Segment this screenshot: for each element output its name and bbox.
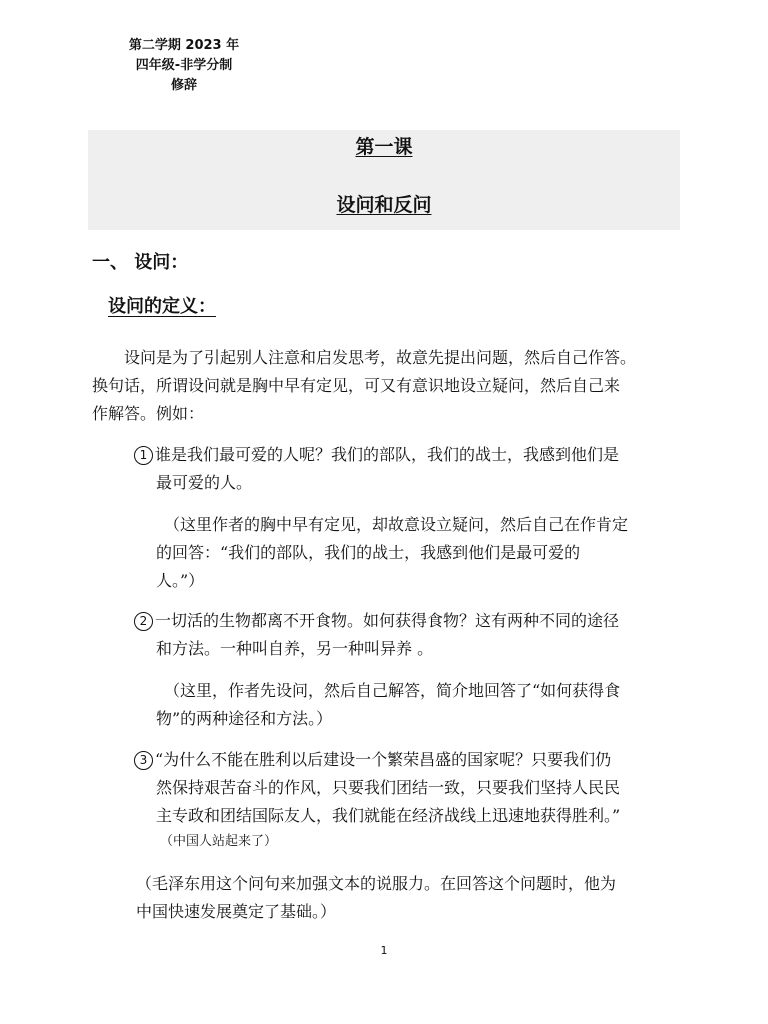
section-heading: 一、 设问： xyxy=(92,252,189,273)
lesson-subtitle: 设问和反问 xyxy=(336,194,432,216)
header-subject: 修辞 xyxy=(170,78,197,93)
example-3-line: 主专政和团结国际友人，我们就能在经济战线上迅速地获得胜利。” xyxy=(156,806,621,825)
page-number: 1 xyxy=(380,944,388,957)
example-1-note: 的回答：“我们的部队，我们的战士，我感到他们是最可爱的 xyxy=(156,543,581,562)
header-term: 第二学期 2023 年 xyxy=(128,38,240,53)
example-2-line: 和方法。一种叫自养，另一种叫异养 。 xyxy=(156,639,434,658)
example-3-line: 然保持艰苦奋斗的作风，只要我们团结一致，只要我们坚持人民民 xyxy=(156,778,621,797)
definition-line: 作解答。例如： xyxy=(92,404,205,423)
header-grade: 四年级-非学分制 xyxy=(135,58,233,73)
lesson-title: 第一课 xyxy=(355,136,413,158)
circled-number-3: 3 xyxy=(134,751,153,770)
example-3-line: 3 “为什么不能在胜利以后建设一个繁荣昌盛的国家呢？只要我们仍 xyxy=(134,746,611,774)
example-2-line: 2 一切活的生物都离不开食物。如何获得食物？这有两种不同的途径 xyxy=(134,607,619,635)
definition-heading: 设问的定义： xyxy=(108,296,216,317)
example-1-note: 人。”） xyxy=(156,571,205,590)
document-header xyxy=(110,36,258,96)
circled-number-1: 1 xyxy=(134,446,153,465)
example-2-note: （这里，作者先设问，然后自己解答，简介地回答了“如何获得食 xyxy=(164,681,621,700)
example-1-note: （这里作者的胸中早有定见，却故意设立疑问，然后自己在作肯定 xyxy=(164,515,629,534)
circled-number-2: 2 xyxy=(134,612,153,631)
definition-line: 设问是为了引起别人注意和启发思考，故意先提出问题，然后自己作答。 xyxy=(124,348,637,367)
example-1-line: 1 谁是我们最可爱的人呢？我们的部队，我们的战士，我感到他们是 xyxy=(134,441,619,469)
example-3-source: （中国人站起来了） xyxy=(160,834,278,849)
definition-line: 换句话，所谓设问就是胸中早有定见，可又有意识地设立疑问，然后自己来 xyxy=(92,376,621,395)
example-2-note: 物”的两种途径和方法。） xyxy=(156,709,333,728)
closing-line: （毛泽东用这个问句来加强文本的说服力。在回答这个问题时，他为 xyxy=(136,874,617,893)
example-1-line: 最可爱的人。 xyxy=(156,473,253,492)
closing-line: 中国快速发展奠定了基础。） xyxy=(136,902,337,921)
